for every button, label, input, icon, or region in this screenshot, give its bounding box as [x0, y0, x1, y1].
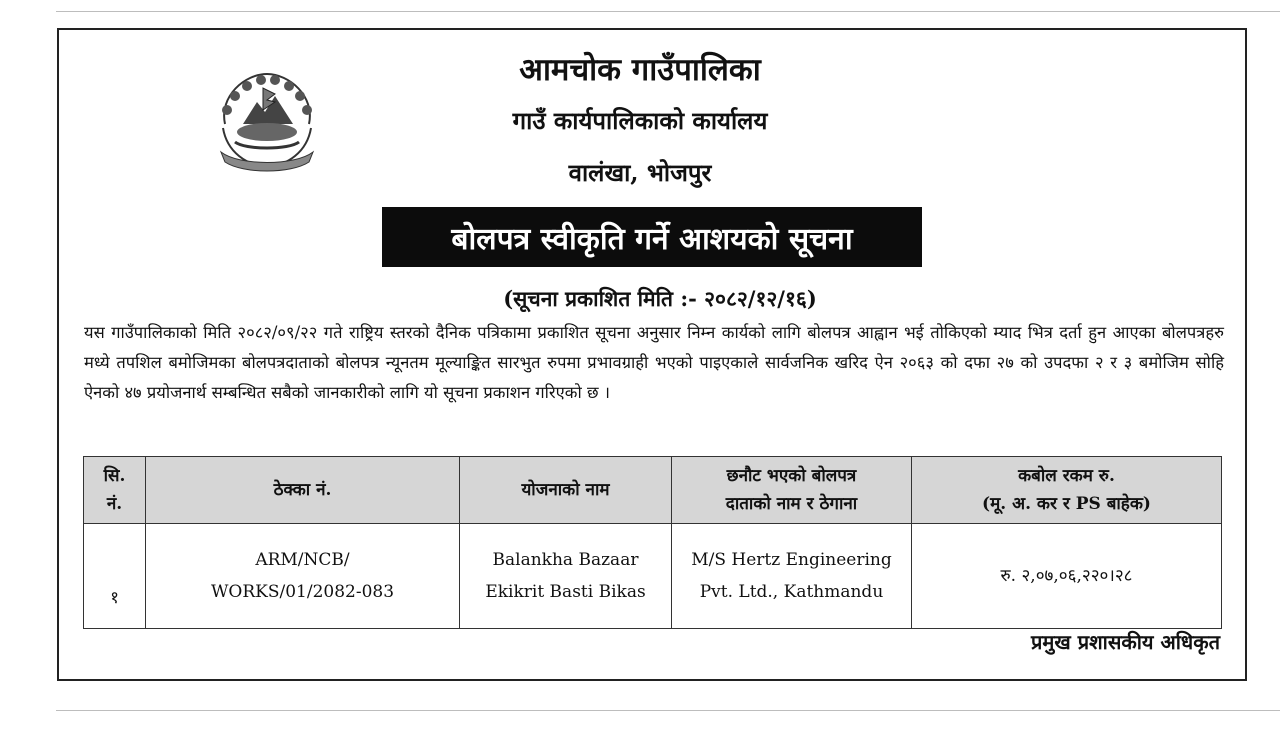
nepal-government-emblem-icon — [205, 66, 329, 176]
header-bidder — [672, 457, 912, 524]
cell-bidder — [672, 524, 912, 629]
cell-contract-number — [146, 524, 460, 629]
bidder-line2: Pvt. Ltd., Kathmandu — [699, 582, 884, 602]
header-bidder-line2: दाताको नाम र ठेगाना — [725, 494, 858, 514]
header-contract-number: ठेक्का नं. — [146, 457, 460, 524]
header-bidder-line1: छनौट भएको बोलपत्र — [726, 466, 857, 486]
project-line1: Balankha Bazaar — [492, 550, 639, 570]
header-amount-line1: कबोल रकम रु. — [1018, 466, 1115, 486]
organization-name: आमचोक गाउँपालिका — [519, 52, 761, 88]
header-bid-amount — [912, 457, 1222, 524]
contract-line1: ARM/NCB/ — [255, 550, 350, 570]
table-header-row — [84, 457, 1222, 524]
contract-line2: WORKS/01/2082-083 — [210, 582, 395, 602]
signatory-title: प्रमुख प्रशासकीय अधिकृत — [1031, 630, 1220, 654]
office-name: गाउँ कार्यपालिकाको कार्यालय — [512, 106, 768, 135]
cell-project-name — [460, 524, 672, 629]
notice-body: यस गाउँपालिकाको मिति २०८२/०९/२२ गते राष्ट्रिय स्तरको दैनिक पत्रिकामा प्रकाशित सूचना अनुसार निम्न कार्यको लागि बोलपत्र आह्वान भई तोकिएको म्याद भित्र दर्ता हुन आएका बोलपत्रहरु मध्ये तपशिल बमोजिमका बोलपत्रदाताको बोलपत्र न्यूनतम मूल्याङ्कित सारभुत रुपमा प्रभावग्राही भएको पाइएकाले सार्वजनिक खरिद ऐन २०६३ को दफा २७ को उपदफा २ र ३ बमोजिम सोहि ऐनको ४७ प्रयोजनार्थ सम्बन्धित सबैको जानकारीको लागि यो सूचना प्रकाशन गरिएको छ । — [84, 323, 1224, 402]
award-table — [83, 456, 1222, 629]
bidder-line1: M/S Hertz Engineering — [691, 550, 892, 570]
published-date: (सूचना प्रकाशित मिति :- २०८२/१२/१६) — [503, 286, 817, 311]
header-serial-number — [84, 457, 146, 524]
project-line2: Ekikrit Basti Bikas — [485, 582, 646, 602]
header-sn-line2: नं. — [106, 494, 123, 514]
cell-bid-amount: रु. २,०७,०६,२२०।२८ — [912, 524, 1222, 629]
header-amount-line2: (मू. अ. कर र PS बाहेक) — [982, 494, 1151, 514]
office-location: वालंखा, भोजपुर — [568, 158, 712, 187]
notice-title-banner — [382, 207, 922, 267]
header-sn-line1: सि. — [103, 466, 126, 486]
notice-title: बोलपत्र स्वीकृति गर्ने आशयको सूचना — [451, 221, 853, 257]
header-project-name: योजनाको नाम — [460, 457, 672, 524]
bottom-divider — [56, 710, 1280, 711]
cell-serial-number: १ — [84, 524, 146, 629]
table-row — [84, 524, 1222, 629]
top-divider — [56, 11, 1280, 12]
